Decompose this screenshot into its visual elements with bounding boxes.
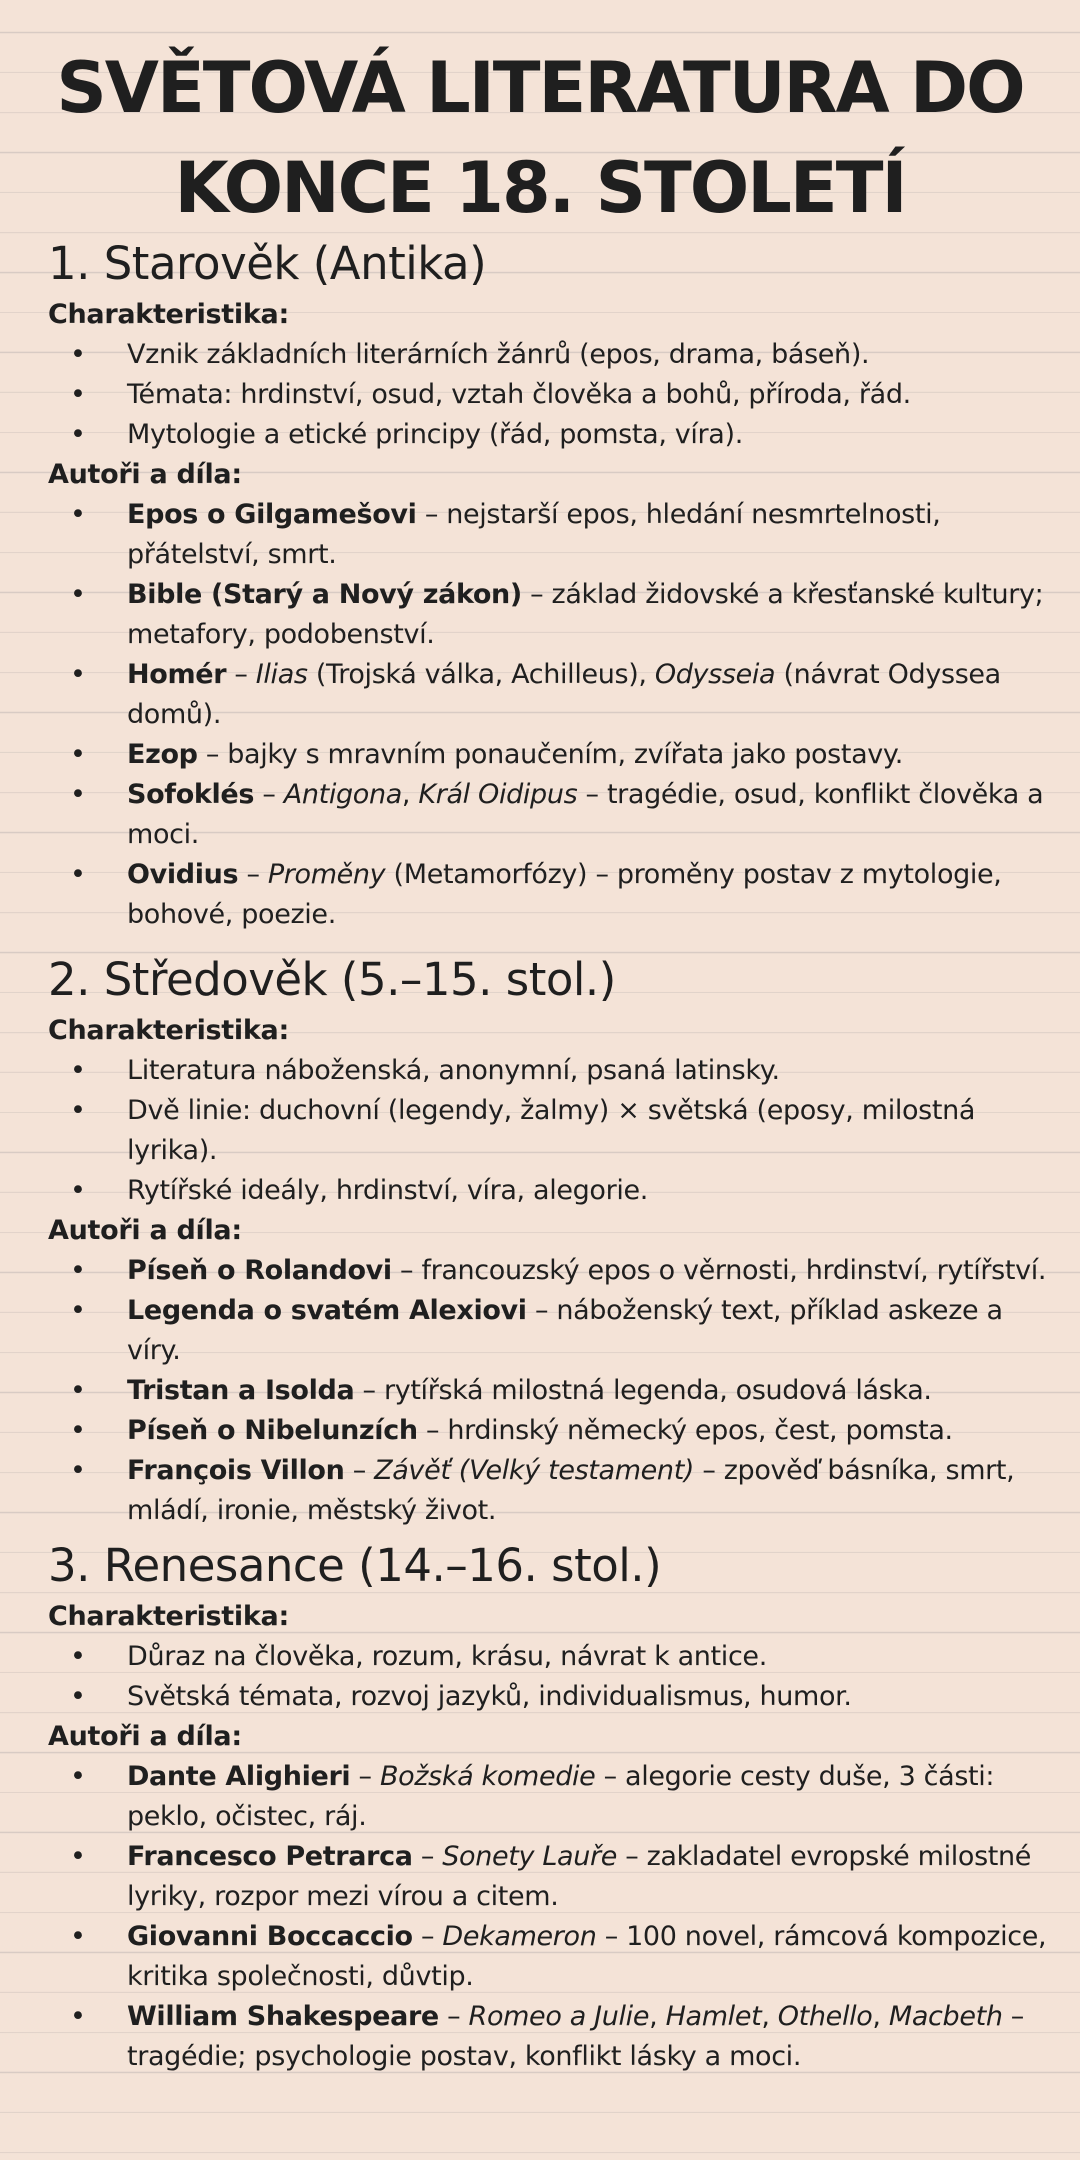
authors-label: Autoři a díla:: [48, 1215, 242, 1246]
list-item: [48, 415, 1060, 455]
work-author: Homér: [127, 659, 227, 690]
list-item-text: Důraz na člověka, rozum, krásu, návrat k antice.: [127, 1641, 767, 1672]
bullet-icon: •: [70, 1455, 86, 1486]
list-item: [48, 1251, 1060, 1291]
list-item: [48, 1997, 1060, 2077]
list-item-text: Světská témata, rozvoj jazyků, individualismus, humor.: [127, 1681, 852, 1712]
bullet-icon: •: [70, 779, 86, 810]
section-heading: 1. Starověk (Antika): [48, 237, 487, 290]
bullet-icon: •: [70, 579, 86, 610]
work-description: – francouzský epos o věrnosti, hrdinství, rytířství.: [391, 1255, 1047, 1286]
work-title: Ilias: [255, 659, 308, 690]
characteristics-label: Charakteristika:: [48, 299, 289, 330]
bullet-icon: •: [70, 659, 86, 690]
work-author: Ovidius: [127, 859, 239, 890]
section-heading: 2. Středověk (5.–15. stol.): [48, 953, 616, 1006]
work-description: –: [412, 1841, 443, 1872]
bullet-icon: •: [70, 2001, 86, 2032]
work-author: Dante Alighieri: [127, 1761, 351, 1792]
list-item: [48, 855, 1060, 935]
list-item: [48, 1451, 1060, 1531]
list-item: [48, 335, 1060, 375]
list-item: [48, 1051, 1060, 1091]
bullet-icon: •: [70, 379, 86, 410]
bullet-icon: •: [70, 1175, 86, 1206]
section-middle-ages: [48, 949, 1060, 1531]
list-item-text: Témata: hrdinství, osud, vztah člověka a bohů, příroda, řád.: [127, 379, 911, 410]
characteristics-label: Charakteristika:: [48, 1015, 289, 1046]
work-author: Epos o Gilgamešovi: [127, 499, 417, 530]
bullet-icon: •: [70, 1681, 86, 1712]
work-description: –: [350, 1761, 380, 1792]
work-title: Antigona: [283, 779, 402, 810]
work-author: Francesco Petrarca: [127, 1841, 413, 1872]
characteristics-list: [48, 1637, 1060, 1717]
list-item: [48, 1091, 1060, 1171]
section-renaissance: [48, 1535, 1060, 2077]
work-description: – rytířská milostná legenda, osudová láska.: [354, 1375, 932, 1406]
work-author: Píseň o Nibelunzích: [127, 1415, 418, 1446]
bullet-icon: •: [70, 1641, 86, 1672]
list-item-text: Vznik základních literárních žánrů (epos, drama, báseň).: [127, 339, 870, 370]
work-author: Bible (Starý a Nový zákon): [127, 579, 522, 610]
bullet-icon: •: [70, 1921, 86, 1952]
list-item: [48, 1637, 1060, 1677]
work-title: Macbeth: [888, 2001, 1003, 2032]
work-title: Romeo a Julie: [468, 2001, 650, 2032]
work-description: – tragédie, osud, konflikt člověka a moci.: [127, 779, 1044, 850]
list-item: [48, 1677, 1060, 1717]
work-description: – hrdinský německý epos, čest, pomsta.: [417, 1415, 953, 1446]
work-description: – zakladatel evropské milostné lyriky, rozpor mezi vírou a citem.: [127, 1841, 1032, 1912]
work-description: (Metamorfózy) – proměny postav z mytologie, bohové, poezie.: [127, 859, 1002, 930]
work-description: –: [254, 779, 284, 810]
work-description: – zpověď básníka, smrt, mládí, ironie, městský život.: [127, 1455, 1015, 1526]
work-description: – nejstarší epos, hledání nesmrtelnosti, přátelství, smrt.: [127, 499, 941, 570]
page-title: [0, 38, 1080, 238]
list-item: [48, 1837, 1060, 1917]
section-heading: 3. Renesance (14.–16. stol.): [48, 1539, 662, 1592]
bullet-icon: •: [70, 1841, 86, 1872]
work-title: Závěť (Velký testament): [374, 1455, 695, 1486]
work-author: François Villon: [127, 1455, 345, 1486]
list-item-text: Rytířské ideály, hrdinství, víra, alegorie.: [127, 1175, 648, 1206]
work-description: ,: [401, 779, 419, 810]
work-description: –: [238, 859, 268, 890]
list-item: [48, 575, 1060, 655]
work-description: – náboženský text, příklad askeze a víry.: [127, 1295, 1003, 1366]
list-item: [48, 495, 1060, 575]
characteristics-list: [48, 335, 1060, 455]
bullet-icon: •: [70, 1055, 86, 1086]
work-author: Píseň o Rolandovi: [127, 1255, 392, 1286]
work-description: ,: [761, 2001, 778, 2032]
work-author: Legenda o svatém Alexiovi: [127, 1295, 527, 1326]
list-item-text: Mytologie a etické principy (řád, pomsta, víra).: [127, 419, 743, 450]
work-description: – 100 novel, rámcová kompozice, kritika společnosti, důvtip.: [127, 1921, 1047, 1992]
work-author: William Shakespeare: [127, 2001, 439, 2032]
work-title: Odysseia: [654, 659, 776, 690]
list-item: [48, 1917, 1060, 1997]
work-title: Dekameron: [442, 1921, 597, 1952]
list-item: [48, 655, 1060, 735]
work-description: –: [344, 1455, 375, 1486]
works-list: [48, 495, 1060, 935]
work-author: Tristan a Isolda: [127, 1375, 355, 1406]
works-list: [48, 1757, 1060, 2077]
characteristics-list: [48, 1051, 1060, 1211]
work-description: –: [226, 659, 256, 690]
authors-label: Autoři a díla:: [48, 459, 242, 490]
bullet-icon: •: [70, 499, 86, 530]
bullet-icon: •: [70, 739, 86, 770]
bullet-icon: •: [70, 419, 86, 450]
list-item: [48, 1171, 1060, 1211]
work-title: Proměny: [267, 859, 386, 890]
work-description: ,: [649, 2001, 666, 2032]
work-description: – tragédie; psychologie postav, konflikt lásky a moci.: [127, 2001, 1024, 2072]
list-item-text: Dvě linie: duchovní (legendy, žalmy) × světská (eposy, milostná lyrika).: [127, 1095, 976, 1166]
bullet-icon: •: [70, 339, 86, 370]
page-title-line: SVĚTOVÁ LITERATURA DO: [56, 47, 1024, 129]
work-description: – základ židovské a křesťanské kultury; metafory, podobenství.: [127, 579, 1044, 650]
work-author: Giovanni Boccaccio: [127, 1921, 413, 1952]
work-title: Božská komedie: [379, 1761, 596, 1792]
work-author: Sofoklés: [127, 779, 255, 810]
work-description: (návrat Odyssea domů).: [127, 659, 1001, 730]
bullet-icon: •: [70, 1095, 86, 1126]
work-author: Ezop: [127, 739, 198, 770]
list-item: [48, 375, 1060, 415]
characteristics-label: Charakteristika:: [48, 1601, 289, 1632]
work-title: Král Oidipus: [418, 779, 578, 810]
list-item: [48, 1291, 1060, 1371]
bullet-icon: •: [70, 1295, 86, 1326]
bullet-icon: •: [70, 1375, 86, 1406]
bullet-icon: •: [70, 1415, 86, 1446]
list-item: [48, 1757, 1060, 1837]
bullet-icon: •: [70, 1761, 86, 1792]
work-description: (Trojská válka, Achilleus),: [307, 659, 655, 690]
bullet-icon: •: [70, 1255, 86, 1286]
list-item: [48, 735, 1060, 775]
work-description: –: [412, 1921, 443, 1952]
list-item-text: Literatura náboženská, anonymní, psaná latinsky.: [127, 1055, 780, 1086]
list-item: [48, 1411, 1060, 1451]
authors-label: Autoři a díla:: [48, 1721, 242, 1752]
work-description: – alegorie cesty duše, 3 části: peklo, očistec, ráj.: [127, 1761, 995, 1832]
works-list: [48, 1251, 1060, 1531]
work-description: ,: [872, 2001, 889, 2032]
bullet-icon: •: [70, 859, 86, 890]
list-item: [48, 1371, 1060, 1411]
work-title: Othello: [777, 2001, 873, 2032]
list-item: [48, 775, 1060, 855]
section-antiquity: [48, 233, 1060, 935]
work-title: Hamlet: [665, 2001, 762, 2032]
work-description: –: [438, 2001, 469, 2032]
work-description: – bajky s mravním ponaučením, zvířata jako postavy.: [197, 739, 903, 770]
work-title: Sonety Lauře: [442, 1841, 617, 1872]
page-title-line: KONCE 18. STOLETÍ: [174, 147, 906, 229]
